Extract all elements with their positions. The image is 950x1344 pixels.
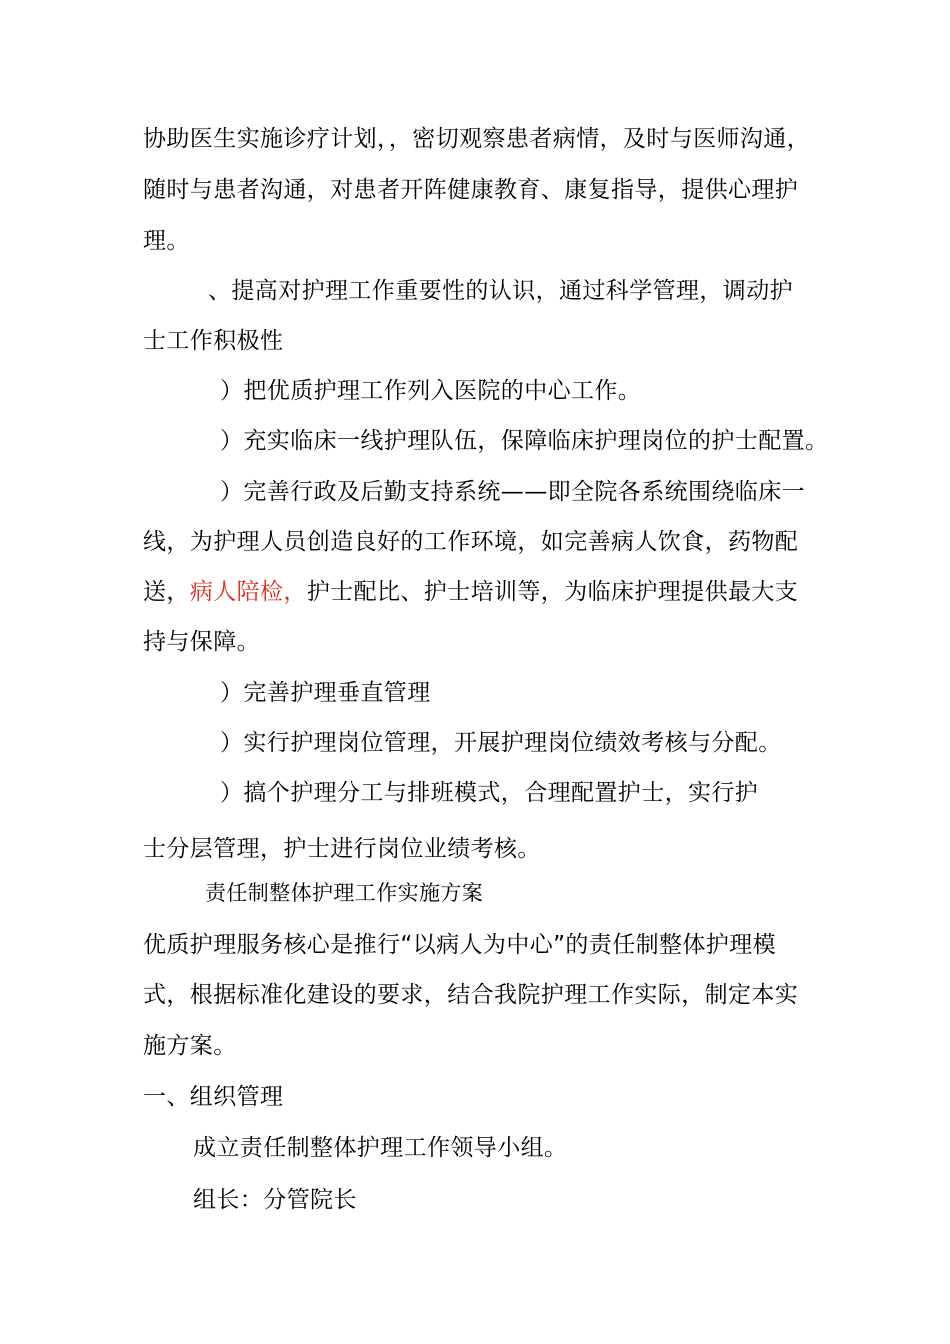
paragraph-line: 组长：分管院长 — [193, 1187, 357, 1213]
section-heading: 、提高对护理工作重要性的认识，通过科学管理，调动护 — [208, 278, 793, 304]
paragraph-line: 施方案。 — [143, 1033, 237, 1059]
plan-title: 责任制整体护理工作实施方案 — [205, 881, 484, 905]
list-item: 士分层管理，护士进行岗位业绩考核。 — [143, 836, 541, 862]
list-item: ）完善行政及后勤支持系统——即全院各系统围绕临床一 — [220, 479, 805, 505]
list-item — [143, 577, 798, 607]
paragraph-line: 随时与患者沟通，对患者开阵健康教育、康复指导，提供心理护 — [143, 177, 799, 203]
paragraph-line: 协助医生实施诊疗计划，，密切观察患者病情，及时与医师沟通， — [143, 126, 811, 152]
list-item: ）搞个护理分工与排班模式，合理配置护士，实行护 — [220, 780, 759, 806]
list-item: ）充实临床一线护理队伍，保障临床护理岗位的护士配置。 — [220, 428, 829, 454]
section-heading: 士工作积极性 — [143, 328, 284, 354]
highlighted-text: 病人陪检， — [189, 579, 307, 605]
list-item: 线，为护理人员创造良好的工作环境，如完善病人饮食，药物配 — [143, 529, 799, 555]
section-heading: 一、组织管理 — [143, 1084, 284, 1110]
paragraph-line: 式，根据标准化建设的要求，结合我院护理工作实际，制定本实 — [143, 982, 799, 1008]
paragraph-line: 成立责任制整体护理工作领导小组。 — [193, 1135, 568, 1161]
list-item: ）实行护理岗位管理，开展护理岗位绩效考核与分配。 — [220, 730, 782, 756]
text-segment: 护士配比、护士培训等，为临床护理提供最大支 — [306, 579, 799, 605]
paragraph-line: 优质护理服务核心是推行“以病人为中心”的责任制整体护理模 — [143, 932, 777, 958]
list-item: ）把优质护理工作列入医院的中心工作。 — [220, 378, 642, 404]
text-segment: 送， — [143, 579, 190, 605]
list-item: 持与保障。 — [143, 629, 260, 655]
list-item: ）完善护理垂直管理 — [220, 680, 431, 706]
paragraph-line: 理。 — [143, 228, 190, 254]
